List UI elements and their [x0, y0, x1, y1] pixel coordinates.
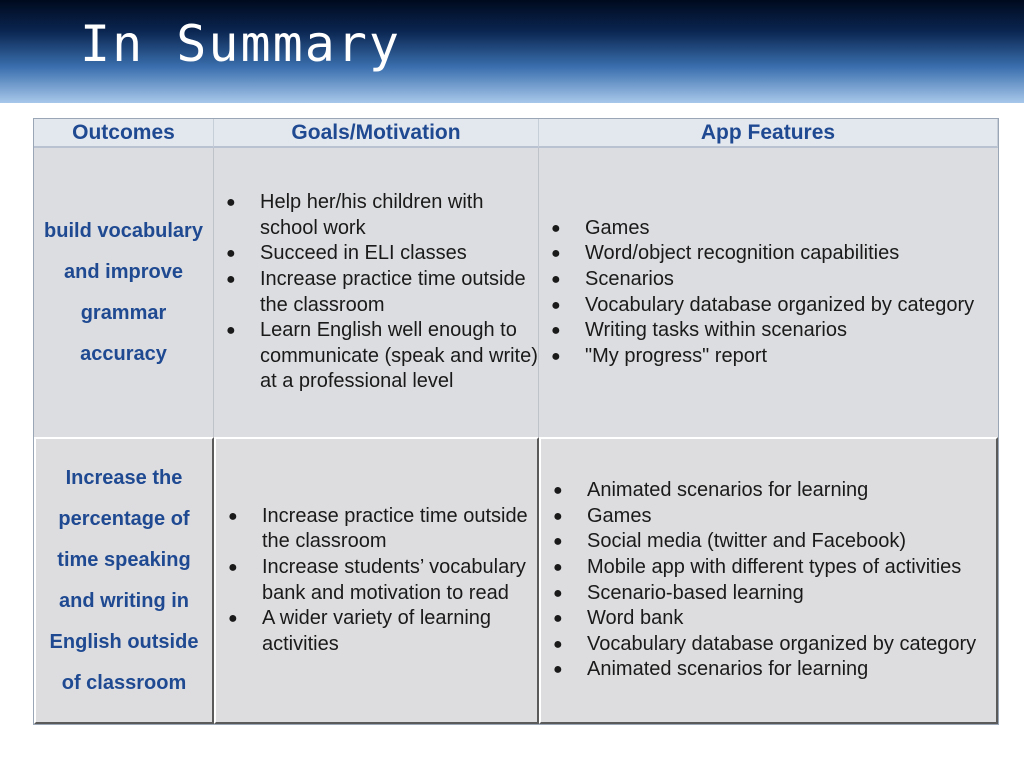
list-item — [551, 293, 998, 319]
bullet-icon: ● — [553, 482, 563, 500]
list-item — [226, 190, 538, 241]
header-features: App Features — [539, 119, 998, 148]
row2-features-list — [541, 478, 996, 683]
list-item-text: Animated scenarios for learning — [587, 479, 869, 502]
list-item-text: Writing tasks within scenarios — [585, 319, 847, 342]
title-banner — [0, 0, 1024, 103]
list-item-text: A wider variety of learning activities — [262, 607, 492, 655]
list-item — [553, 504, 996, 530]
bullet-icon: ● — [228, 610, 238, 628]
bullet-icon: ● — [551, 296, 561, 314]
list-item — [553, 581, 996, 607]
bullet-icon: ● — [551, 270, 561, 288]
bullet-icon: ● — [226, 270, 236, 288]
list-item — [226, 318, 538, 395]
list-item-text: Vocabulary database organized by category — [587, 632, 977, 655]
bullet-icon: ● — [553, 584, 563, 602]
list-item-text: Games — [587, 504, 652, 527]
list-item-text: Vocabulary database organized by category — [585, 293, 975, 316]
list-item-text: Increase practice time outside the classroom — [262, 504, 528, 553]
bullet-icon: ● — [553, 610, 563, 628]
list-item — [226, 267, 538, 318]
bullet-icon: ● — [553, 507, 563, 525]
list-item — [551, 267, 998, 293]
bullet-icon: ● — [553, 635, 563, 653]
list-item-text: Word bank — [587, 607, 684, 630]
bullet-icon: ● — [228, 507, 238, 525]
row2-outcome-cell — [34, 437, 214, 724]
row1-goals-list — [214, 190, 538, 395]
list-item-text: Scenario-based learning — [587, 581, 804, 604]
list-item — [226, 241, 538, 267]
bullet-icon: ● — [226, 245, 236, 263]
bullet-icon: ● — [226, 322, 236, 340]
list-item — [228, 606, 537, 657]
list-item-text: "My progress" report — [585, 344, 768, 367]
list-item-text: Scenarios — [585, 267, 674, 290]
bullet-icon: ● — [553, 558, 563, 576]
list-item — [228, 504, 537, 555]
row2-outcome: Increase the percentage of time speaking and writing in English outside of classroom — [49, 466, 199, 694]
list-item-text: Animated scenarios for learning — [587, 658, 869, 681]
bullet-icon: ● — [226, 194, 236, 212]
row1-outcome-cell — [34, 148, 214, 437]
list-item-text: Learn English well enough to communicate (speak and write) at a professional level — [260, 319, 538, 393]
list-item — [551, 241, 998, 267]
slide-title: In Summary — [80, 15, 402, 73]
list-item — [553, 632, 996, 658]
row1-goals-cell — [214, 148, 539, 437]
list-item — [551, 318, 998, 344]
row2-features-cell — [539, 437, 998, 724]
bullet-icon: ● — [551, 245, 561, 263]
summary-table — [33, 118, 999, 725]
list-item-text: Mobile app with different types of activities — [587, 555, 962, 578]
list-item-text: Help her/his children with school work — [260, 191, 484, 239]
bullet-icon: ● — [551, 322, 561, 340]
row1-features-list — [539, 216, 998, 370]
list-item-text: Increase students’ vocabulary bank and motivation to read — [262, 555, 526, 604]
list-item-text: Succeed in ELI classes — [260, 242, 467, 265]
row1-outcome: build vocabulary and improve grammar accuracy — [44, 219, 203, 365]
list-item — [553, 529, 996, 555]
list-item — [553, 606, 996, 632]
bullet-icon: ● — [228, 558, 238, 576]
list-item — [228, 555, 537, 606]
header-outcomes: Outcomes — [34, 119, 214, 148]
list-item-text: Games — [585, 216, 650, 239]
list-item-text: Social media (twitter and Facebook) — [587, 530, 907, 553]
list-item — [553, 555, 996, 581]
bullet-icon: ● — [551, 219, 561, 237]
bullet-icon: ● — [553, 661, 563, 679]
list-item — [551, 344, 998, 370]
list-item-text: Word/object recognition capabilities — [585, 242, 900, 265]
list-item — [553, 478, 996, 504]
header-goals: Goals/Motivation — [214, 119, 539, 148]
row1-features-cell — [539, 148, 998, 437]
list-item — [551, 216, 998, 242]
list-item — [553, 657, 996, 683]
bullet-icon: ● — [553, 533, 563, 551]
row2-goals-cell — [214, 437, 539, 724]
list-item-text: Increase practice time outside the classroom — [260, 267, 526, 316]
bullet-icon: ● — [551, 347, 561, 365]
row2-goals-list — [216, 504, 537, 658]
